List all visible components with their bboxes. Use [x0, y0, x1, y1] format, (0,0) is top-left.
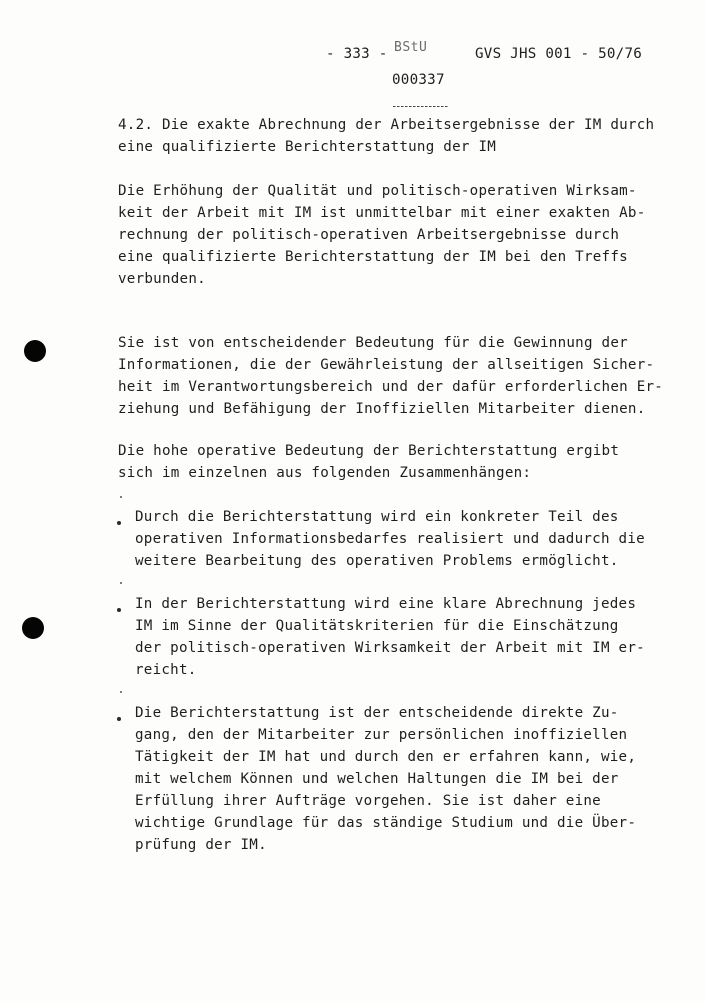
paragraph-line: Die hohe operative Bedeutung der Berichterstattung ergibt: [118, 443, 620, 459]
paragraph-line: Die Erhöhung der Qualität und politisch-operativen Wirksam-: [118, 183, 637, 199]
punch-hole-bottom: [22, 617, 44, 639]
page-number: - 333 -: [326, 46, 388, 62]
bullet-marker: [117, 521, 121, 525]
list-item-line: weitere Bearbeitung des operativen Problems ermöglicht.: [135, 553, 619, 569]
stray-mark: [120, 496, 122, 498]
list-item-line: Die Berichterstattung ist der entscheidende direkte Zu-: [135, 705, 619, 721]
archive-number: 000337: [392, 72, 445, 88]
bullet-marker: [117, 717, 121, 721]
paragraph-line: eine qualifizierte Berichterstattung der IM bei den Treffs: [118, 249, 628, 265]
stray-mark: [120, 582, 122, 584]
paragraph-line: Sie ist von entscheidender Bedeutung für die Gewinnung der: [118, 335, 628, 351]
paragraph-line: Informationen, die der Gewährleistung der allseitigen Sicher-: [118, 357, 655, 373]
list-item-line: gang, den der Mitarbeiter zur persönlichen inoffiziellen: [135, 727, 628, 743]
paragraph-line: sich im einzelnen aus folgenden Zusammenhängen:: [118, 465, 532, 481]
list-item-line: operativen Informationsbedarfes realisiert und dadurch die: [135, 531, 645, 547]
classification-marking: GVS JHS 001 - 50/76: [475, 46, 643, 62]
paragraph-line: verbunden.: [118, 271, 206, 287]
list-item-line: mit welchem Können und welchen Haltungen die IM bei der: [135, 771, 619, 787]
paragraph-line: heit im Verantwortungsbereich und der dafür erforderlichen Er-: [118, 379, 664, 395]
paragraph-line: keit der Arbeit mit IM ist unmittelbar mit einer exakten Ab-: [118, 205, 646, 221]
stray-mark: [120, 691, 122, 693]
heading-line: eine qualifizierte Berichterstattung der IM: [118, 139, 497, 155]
heading-line: 4.2. Die exakte Abrechnung der Arbeitsergebnisse der IM durch: [118, 117, 655, 133]
punch-hole-top: [24, 340, 46, 362]
list-item-line: wichtige Grundlage für das ständige Studium und die Über-: [135, 815, 637, 831]
paragraph-line: rechnung der politisch-operativen Arbeitsergebnisse durch: [118, 227, 620, 243]
list-item-line: Tätigkeit der IM hat und durch den er erfahren kann, wie,: [135, 749, 637, 765]
list-item-line: prüfung der IM.: [135, 837, 267, 853]
list-item-line: Erfüllung ihrer Aufträge vorgehen. Sie ist daher eine: [135, 793, 601, 809]
archive-stamp: BStU: [394, 40, 428, 55]
list-item-line: der politisch-operativen Wirksamkeit der Arbeit mit IM er-: [135, 640, 645, 656]
list-item-line: IM im Sinne der Qualitätskriterien für die Einschätzung: [135, 618, 619, 634]
list-item-line: In der Berichterstattung wird eine klare Abrechnung jedes: [135, 596, 637, 612]
bullet-marker: [117, 608, 121, 612]
list-item-line: Durch die Berichterstattung wird ein konkreter Teil des: [135, 509, 619, 525]
paragraph-line: ziehung und Befähigung der Inoffiziellen Mitarbeiter dienen.: [118, 401, 646, 417]
list-item-line: reicht.: [135, 662, 197, 678]
header-divider: [393, 106, 449, 107]
